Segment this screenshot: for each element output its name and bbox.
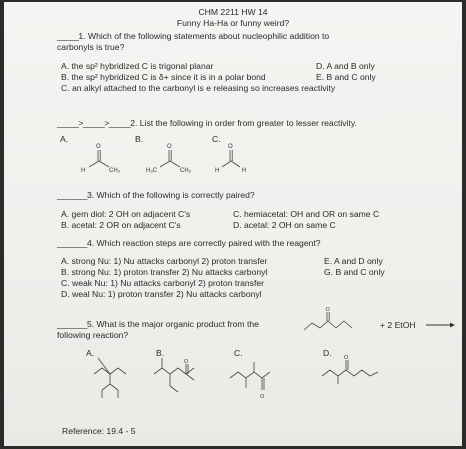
q4-question xyxy=(57,238,321,249)
q3-answer-blank[interactable]: _______ xyxy=(57,190,87,200)
q4-option-b: B. strong Nu: 1) proton transfer 2) Nu attacks carbonyl xyxy=(61,267,268,277)
q5-text-line2: following reaction? xyxy=(57,330,129,340)
molecule-c-formaldehyde xyxy=(215,144,246,174)
molecule-c-oxygen: O xyxy=(228,144,233,150)
molecule-c-right: H xyxy=(242,168,247,174)
q4-option-d: D. weal Nu: 1) proton transfer 2) Nu attacks carbonyl xyxy=(61,289,262,299)
q3-option-b: B. acetal: 2 OR on adjacent C's xyxy=(61,220,181,230)
q5-text-line1: 5. What is the major organic product from the xyxy=(86,319,259,329)
q4-option-c: C. weak Nu: 1) Nu attacks carbonyl 2) proton transfer xyxy=(61,278,264,288)
q5-label-d: D. xyxy=(323,348,332,358)
q3-option-d: D. acetal: 2 OH on same C xyxy=(233,220,336,230)
molecule-a-oxygen: O xyxy=(96,144,101,150)
q1-question xyxy=(57,31,329,42)
q3-text: 3. Which of the following is correctly paired? xyxy=(86,190,255,200)
q1-option-c: C. an alkyl attached to the carbonyl is e releasing so increases reactivity xyxy=(61,83,336,93)
choice-b-oxygen: O xyxy=(184,359,189,365)
q1-text-line2: carbonyls is true? xyxy=(57,42,125,52)
q4-text: 4. Which reaction steps are correctly paired with the reagent? xyxy=(86,238,321,248)
q5-reaction xyxy=(302,306,460,342)
worksheet-subtitle: Funny Ha-Ha or funny weird? xyxy=(176,18,290,28)
q2-answer-blank[interactable]: _____>_____>_____ xyxy=(57,118,131,128)
molecule-a-right: CH₃ xyxy=(109,168,121,174)
q1-option-b: B. the sp² hybridized C is δ+ since it is in a polar bond xyxy=(61,72,266,82)
reference-note: Reference: 19.4 - 5 xyxy=(62,426,136,436)
q2-label-c: C. xyxy=(212,134,221,144)
q3-question xyxy=(57,190,255,201)
choice-c-ketone xyxy=(230,362,270,390)
q3-option-c: C. hemiacetal: OH and OR on same C xyxy=(233,209,380,219)
q3-option-a: A. gem diol: 2 OH on adjacent C's xyxy=(61,209,191,219)
q5-label-a: A. xyxy=(86,348,95,358)
q2-label-b: B. xyxy=(135,134,144,144)
q1-option-d: D. A and B only xyxy=(316,61,375,71)
reactant-ketone xyxy=(304,312,352,330)
choice-d-oxygen: O xyxy=(344,355,349,361)
q5-answer-choices xyxy=(54,344,454,424)
choice-d-ketone xyxy=(322,360,378,384)
q2-question xyxy=(57,118,357,129)
molecule-b-acetone xyxy=(146,144,192,174)
molecule-b-oxygen: O xyxy=(167,144,172,150)
molecule-c-left: H xyxy=(215,168,220,174)
reaction-arrow xyxy=(426,323,455,328)
molecule-a-left: H xyxy=(81,168,86,174)
q5-label-b: B. xyxy=(156,348,165,358)
molecule-b-right: CH₃ xyxy=(180,168,192,174)
course-title: CHM 2211 HW 14 xyxy=(198,7,268,17)
worksheet-page xyxy=(4,2,462,446)
q2-label-a: A. xyxy=(60,134,69,144)
q4-option-g: G. B and C only xyxy=(324,267,385,277)
q4-option-a: A. strong Nu: 1) Nu attacks carbonyl 2) proton transfer xyxy=(61,256,268,266)
q5-label-c: C. xyxy=(234,348,243,358)
q1-option-e: E. B and C only xyxy=(316,72,376,82)
q1-text-line1: 1. Which of the following statements about nucleophilic addition to xyxy=(78,31,330,41)
q2-molecules xyxy=(54,130,284,178)
molecule-b-left: H₃C xyxy=(146,168,158,174)
molecule-a-acetaldehyde xyxy=(81,144,121,174)
q5-question xyxy=(57,319,259,330)
q2-text: 2. List the following in order from greater to lesser reactivity. xyxy=(130,118,357,128)
q1-option-a: A. the sp² hybridized C is trigonal planar xyxy=(61,61,214,71)
reactant-oxygen: O xyxy=(325,307,330,313)
q4-option-e: E. A and D only xyxy=(324,256,383,266)
q1-answer-blank[interactable]: _____ xyxy=(57,31,79,41)
choice-a-ketal xyxy=(94,358,126,398)
q4-answer-blank[interactable]: _______ xyxy=(57,238,87,248)
choice-c-oxygen: O xyxy=(260,394,265,400)
reagent-ethanol: + 2 EtOH xyxy=(380,320,416,330)
q5-answer-blank[interactable]: _______ xyxy=(57,319,87,329)
